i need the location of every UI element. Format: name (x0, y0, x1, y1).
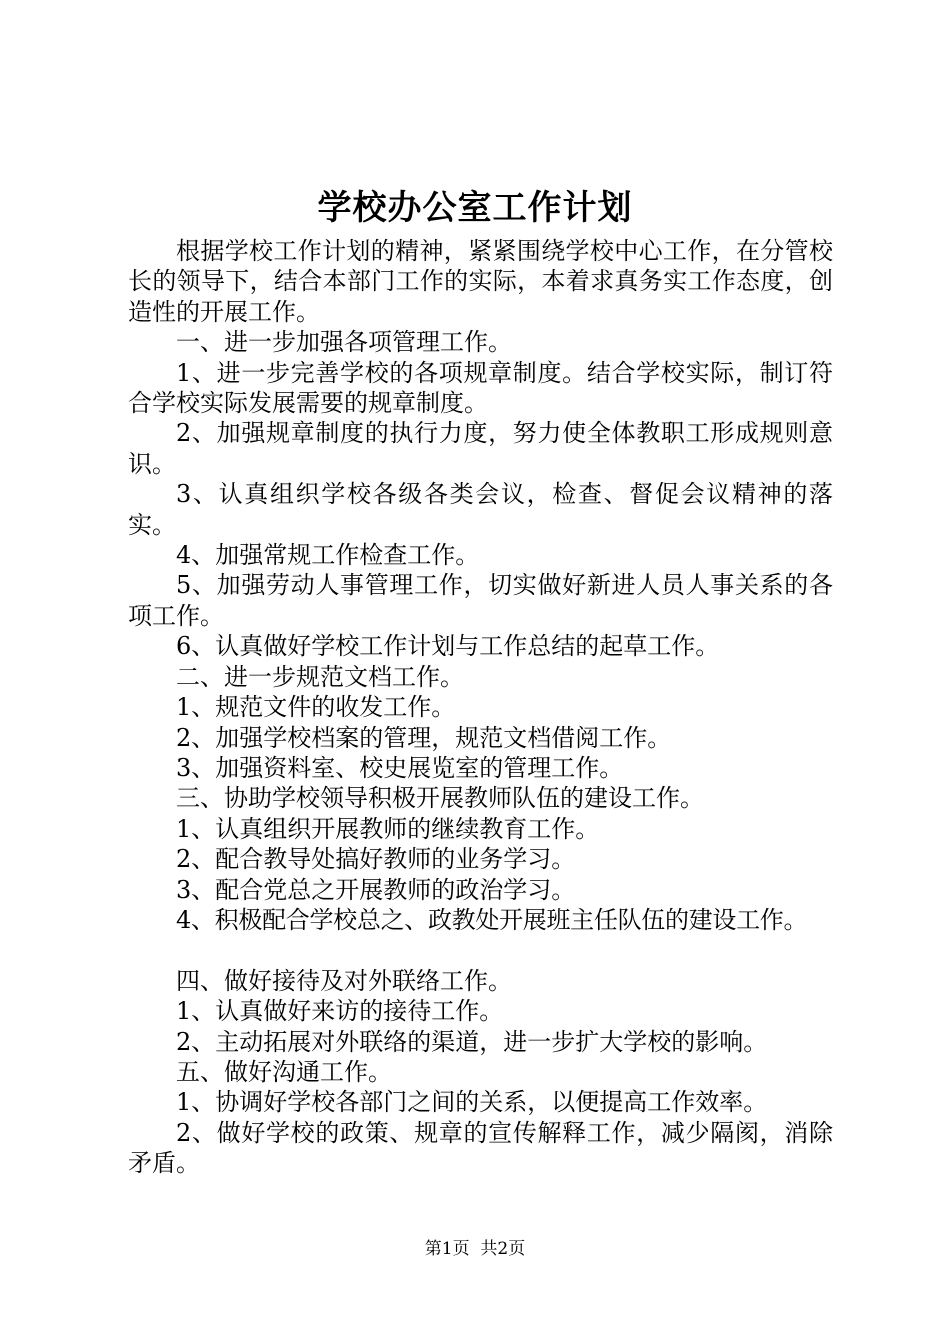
list-item: 2、配合教导处搞好教师的业务学习。 (176, 845, 576, 874)
list-item: 4、加强常规工作检查工作。 (176, 541, 480, 570)
list-item: 6、认真做好学校工作计划与工作总结的起草工作。 (176, 632, 720, 661)
list-item: 3、加强资料室、校史展览室的管理工作。 (176, 753, 624, 782)
page-number-footer: 第1页 共2页 (424, 1239, 526, 1259)
list-item: 2、加强规章制度的执行力度，努力使全体教职工形成规则意识。 (128, 419, 833, 478)
document-body (128, 236, 833, 1179)
list-item: 3、配合党总之开展教师的政治学习。 (176, 875, 576, 904)
list-item: 5、加强劳动人事管理工作，切实做好新进人员人事关系的各项工作。 (128, 571, 833, 630)
section-heading-4: 四、做好接待及对外联络工作。 (176, 966, 512, 995)
list-item: 2、加强学校档案的管理，规范文档借阅工作。 (176, 723, 672, 752)
blank-line (128, 935, 833, 965)
section-heading-2: 二、进一步规范文档工作。 (176, 662, 464, 691)
section-heading-3: 三、协助学校领导积极开展教师队伍的建设工作。 (176, 784, 704, 813)
list-item: 2、主动拓展对外联络的渠道，进一步扩大学校的影响。 (176, 1027, 768, 1056)
list-item: 1、认真组织开展教师的继续教育工作。 (176, 814, 600, 843)
list-item: 1、协调好学校各部门之间的关系，以便提高工作效率。 (176, 1088, 768, 1117)
list-item: 4、积极配合学校总之、政教处开展班主任队伍的建设工作。 (176, 905, 808, 934)
list-item: 1、进一步完善学校的各项规章制度。结合学校实际，制订符合学校实际发展需要的规章制度。 (128, 358, 833, 418)
list-item: 1、规范文件的收发工作。 (176, 693, 456, 722)
list-item: 2、做好学校的政策、规章的宣传解释工作，减少隔阂，消除矛盾。 (128, 1118, 833, 1178)
section-heading-1: 一、进一步加强各项管理工作。 (176, 328, 512, 357)
section-heading-5: 五、做好沟通工作。 (176, 1057, 392, 1086)
document-title: 学校办公室工作计划 (317, 188, 633, 228)
list-item: 1、认真做好来访的接待工作。 (176, 997, 504, 1026)
list-item: 3、认真组织学校各级各类会议，检查、督促会议精神的落实。 (128, 480, 833, 539)
paragraph-intro: 根据学校工作计划的精神，紧紧围绕学校中心工作，在分管校长的领导下，结合本部门工作的实际，本着求真务实工作态度，创造性的开展工作。 (128, 237, 833, 326)
